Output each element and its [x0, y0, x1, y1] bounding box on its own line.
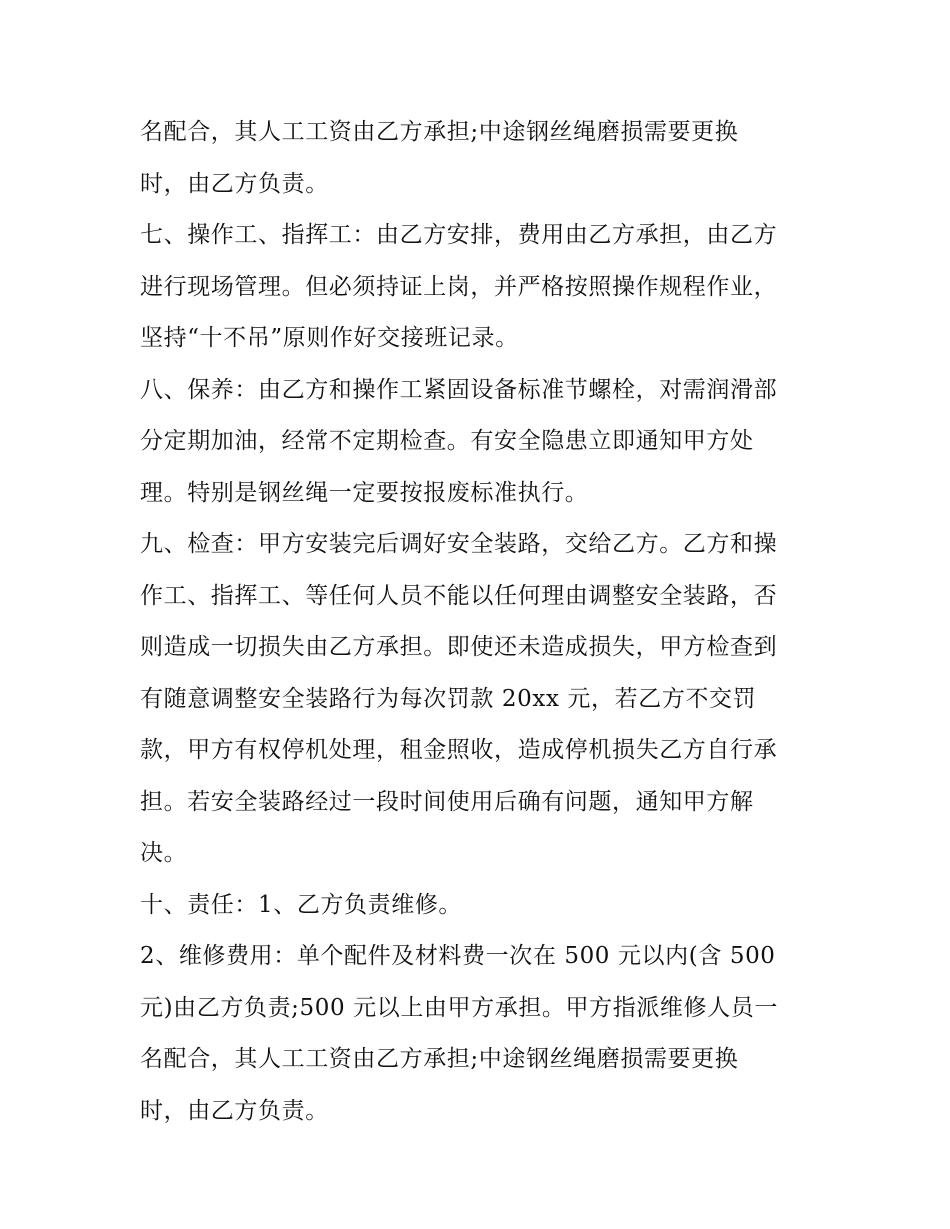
- text-line: 2、维修费用：单个配件及材料费一次在 500 元以内(含 500: [140, 943, 776, 969]
- text-line: 元)由乙方负责;500 元以上由甲方承担。甲方指派维修人员一: [140, 994, 778, 1021]
- text-line: 名配合，其人工工资由乙方承担;中途钢丝绳磨损需要更换: [140, 119, 739, 145]
- document-body: [140, 107, 830, 1137]
- text-line: 七、操作工、指挥工：由乙方安排，费用由乙方承担，由乙方: [140, 222, 778, 248]
- text-line: 进行现场管理。但必须持证上岗，并严格按照操作规程作业，: [140, 273, 778, 300]
- text-line: 决。: [140, 840, 188, 866]
- text-line: 理。特别是钢丝绳一定要按报废标准执行。: [140, 479, 589, 506]
- text-line: 九、检查：甲方安装完后调好安全装路，交给乙方。乙方和操: [140, 531, 778, 557]
- text-line: 则造成一切损失由乙方承担。即使还未造成损失，甲方检查到: [140, 634, 778, 660]
- text-line: 分定期加油，经常不定期检查。有安全隐患立即通知甲方处: [140, 428, 754, 454]
- text-line: 时，由乙方负责。: [140, 170, 329, 197]
- text-line: 坚持“十不吊”原则作好交接班记录。: [140, 325, 519, 351]
- text-line: 有随意调整安全装路行为每次罚款 20xx 元，若乙方不交罚: [140, 685, 757, 712]
- text-line: 时，由乙方负责。: [140, 1097, 329, 1124]
- text-line: 八、保养：由乙方和操作工紧固设备标准节螺栓，对需润滑部: [140, 376, 778, 403]
- text-line: 担。若安全装路经过一段时间使用后确有问题，通知甲方解: [140, 788, 754, 815]
- text-line: 款，甲方有权停机处理，租金照收，造成停机损失乙方自行承: [140, 737, 778, 763]
- text-line: 十、责任：1、乙方负责维修。: [140, 891, 463, 918]
- text-line: 名配合，其人工工资由乙方承担;中途钢丝绳磨损需要更换: [140, 1046, 739, 1072]
- text-line: 作工、指挥工、等任何人员不能以任何理由调整安全装路，否: [140, 582, 778, 609]
